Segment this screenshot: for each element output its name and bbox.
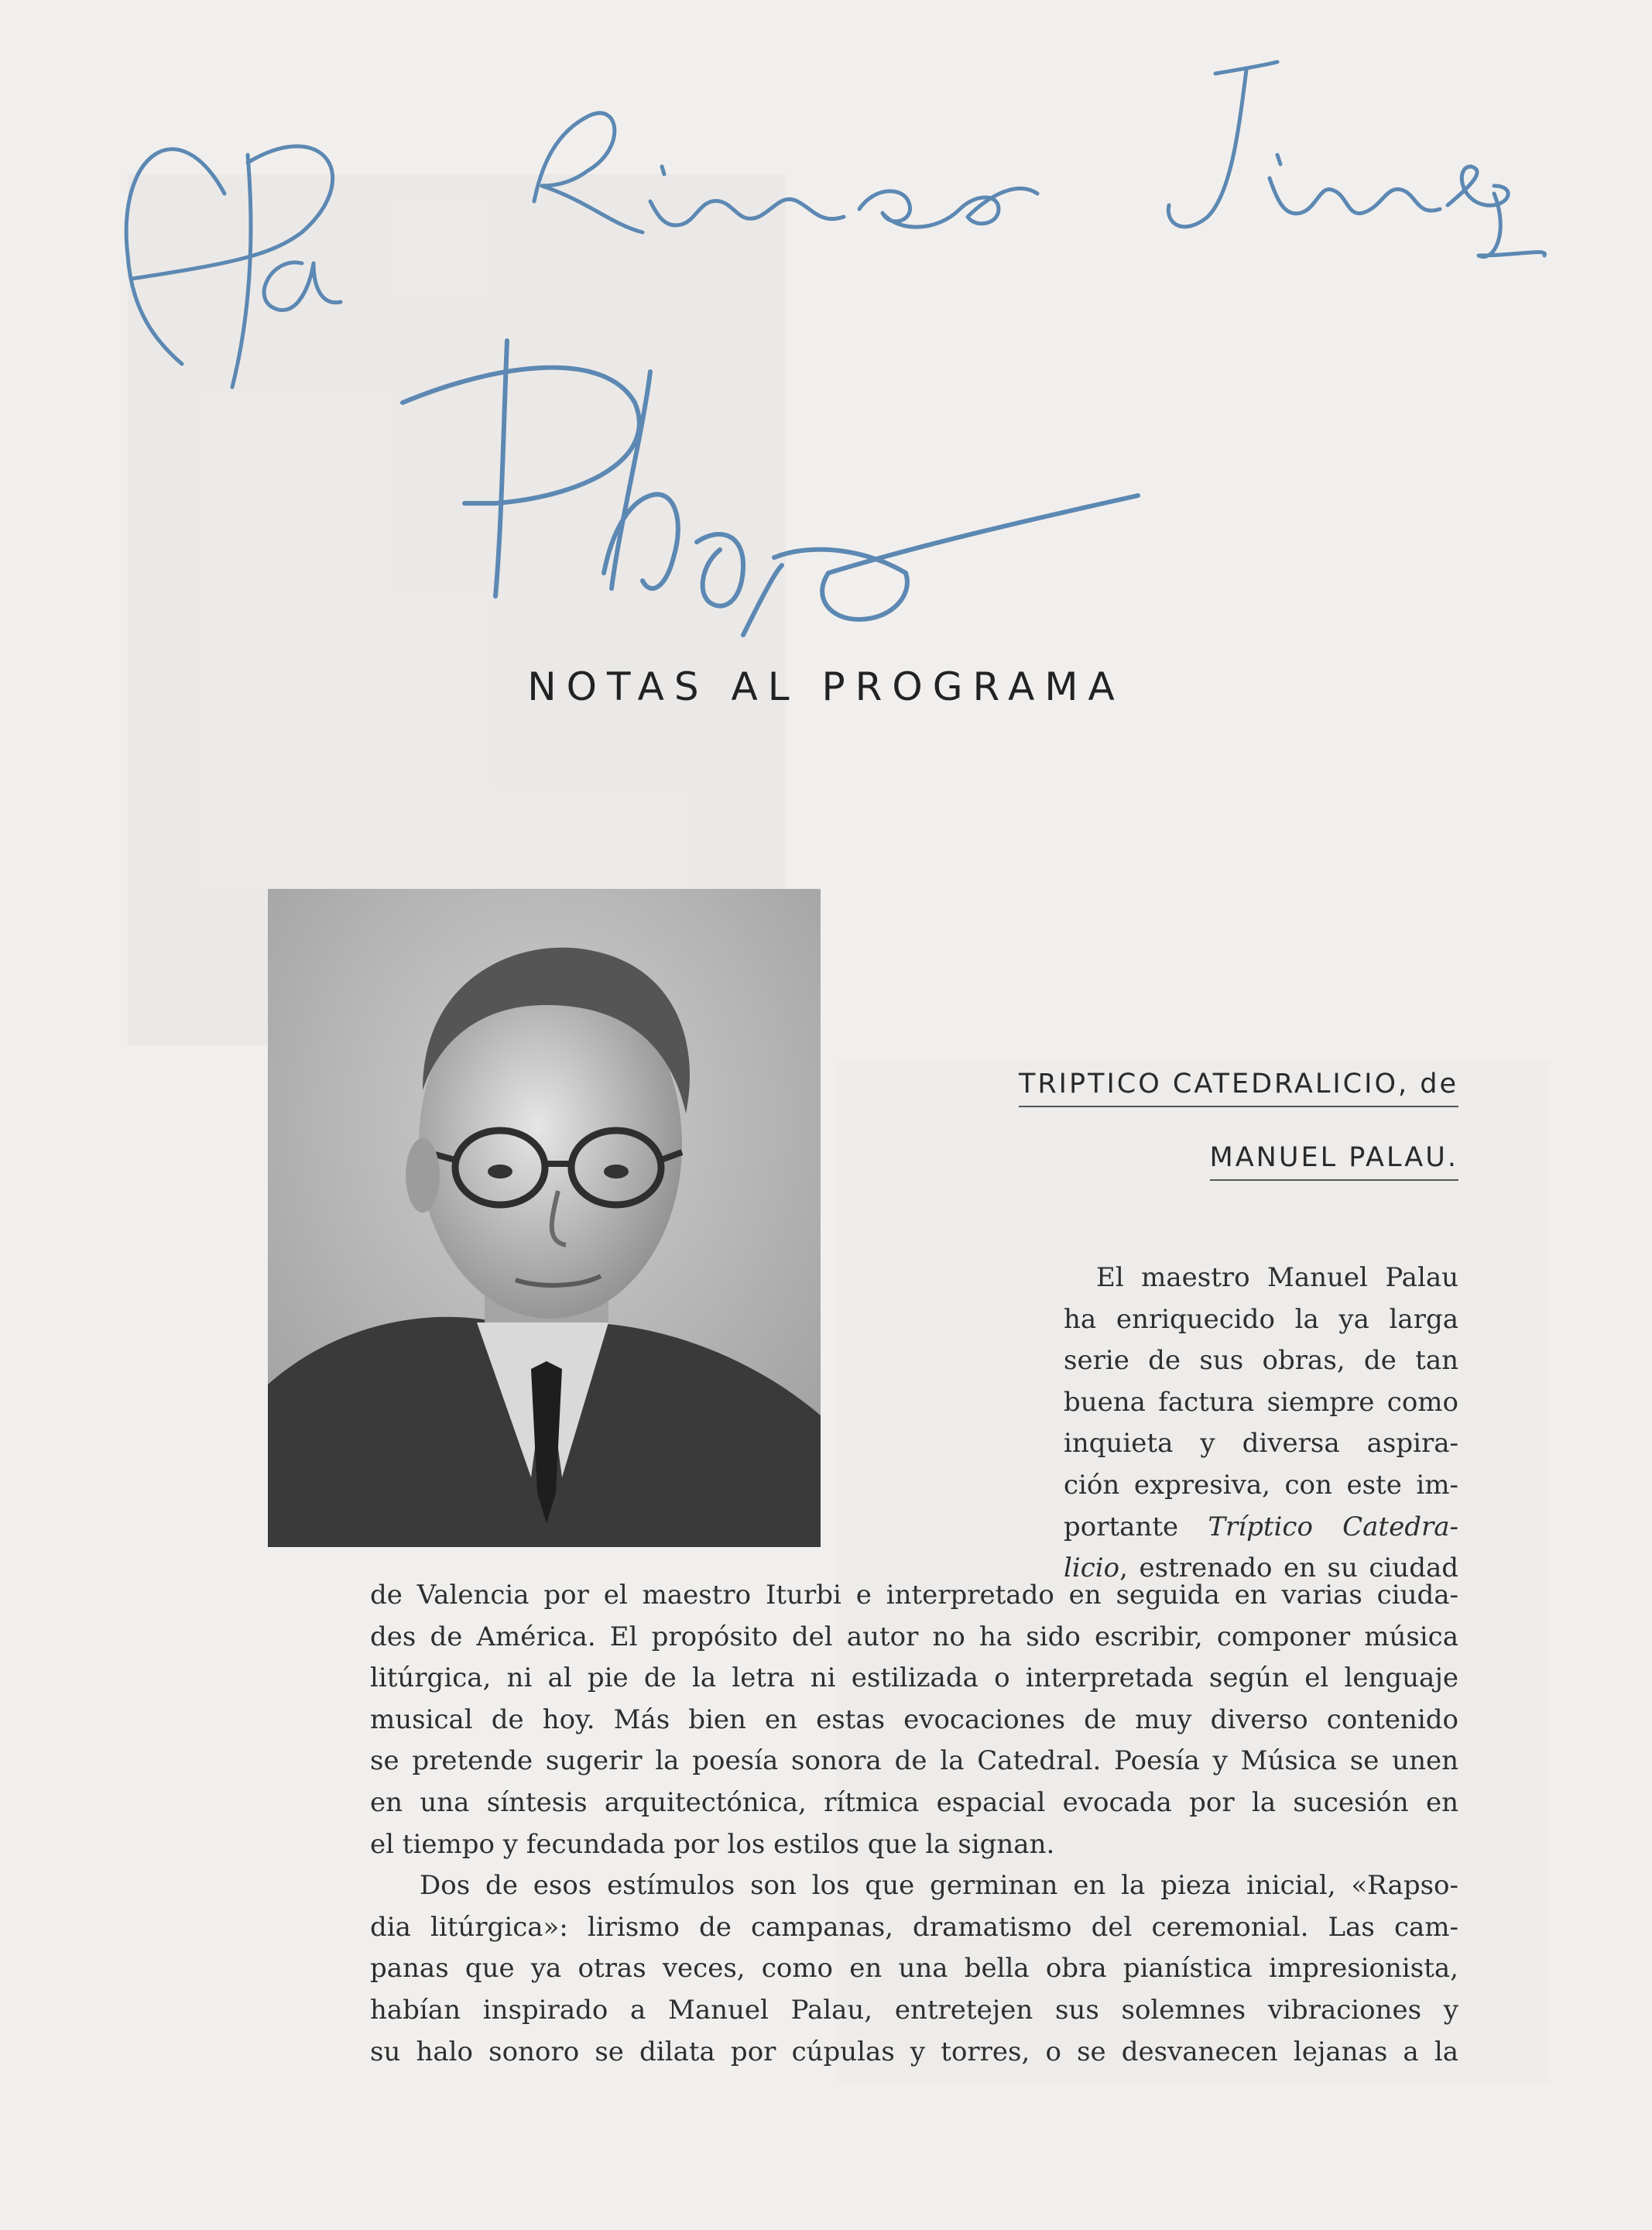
text-line: serie de sus obras, de tan xyxy=(1064,1345,1458,1377)
column-text xyxy=(1064,1257,1458,1590)
text-line: inquieta y diversa aspira- xyxy=(1064,1428,1458,1460)
text-line: buena factura siempre como xyxy=(1064,1386,1458,1418)
text-line: habían inspirado a Manuel Palau, entretejen sus solemnes vibraciones y xyxy=(370,1994,1458,2026)
portrait-photo xyxy=(268,889,821,1547)
text-line: su halo sonoro se dilata por cúpulas y torres, o se desvanecen lejanas a la xyxy=(370,2036,1458,2067)
handwritten-signature xyxy=(0,0,1652,697)
text-line: el tiempo y fecundada por los estilos que la signan. xyxy=(370,1828,1055,1860)
text-line: ha enriquecido la ya larga xyxy=(1064,1303,1458,1335)
page-heading: NOTAS AL PROGRAMA xyxy=(527,664,1125,709)
text-line: panas que ya otras veces, como en una bella obra pianística impresionista, xyxy=(370,1953,1458,1985)
body-paragraphs xyxy=(370,1575,1458,2073)
italic-title: Tríptico Catedra- xyxy=(1208,1511,1458,1542)
text-line: Dos de esos estímulos son los que germinan en la pieza inicial, «Rapso- xyxy=(420,1870,1458,1902)
work-title: TRIPTICO CATEDRALICIO, de xyxy=(1019,1069,1458,1107)
text-line: ción expresiva, con este im- xyxy=(1064,1469,1458,1501)
text-line: en una síntesis arquitectónica, rítmica espacial evocada por la sucesión en xyxy=(370,1786,1458,1818)
text-line: litúrgica, ni al pie de la letra ni estilizada o interpretada según el lenguaje xyxy=(370,1662,1458,1694)
text-line xyxy=(1064,1507,1458,1549)
text-line: musical de hoy. Más bien en estas evocaciones de muy diverso contenido xyxy=(370,1703,1458,1735)
text-line: se pretende sugerir la poesía sonora de la Catedral. Poesía y Música se unen xyxy=(370,1745,1458,1777)
text-fragment: portante xyxy=(1064,1511,1208,1542)
text-line: de Valencia por el maestro Iturbi e interpretado en seguida en varias ciuda- xyxy=(370,1580,1458,1611)
italic-title: licio xyxy=(1064,1552,1120,1584)
text-line: El maestro Manuel Palau xyxy=(1096,1262,1458,1293)
text-line: dia litúrgica»: lirismo de campanas, dramatismo del ceremonial. Las cam- xyxy=(370,1911,1458,1943)
text-fragment: , estrenado en su ciudad xyxy=(1119,1552,1458,1584)
author-name: MANUEL PALAU. xyxy=(1210,1142,1458,1181)
text-line: des de América. El propósito del autor no ha sido escribir, componer música xyxy=(370,1621,1458,1652)
